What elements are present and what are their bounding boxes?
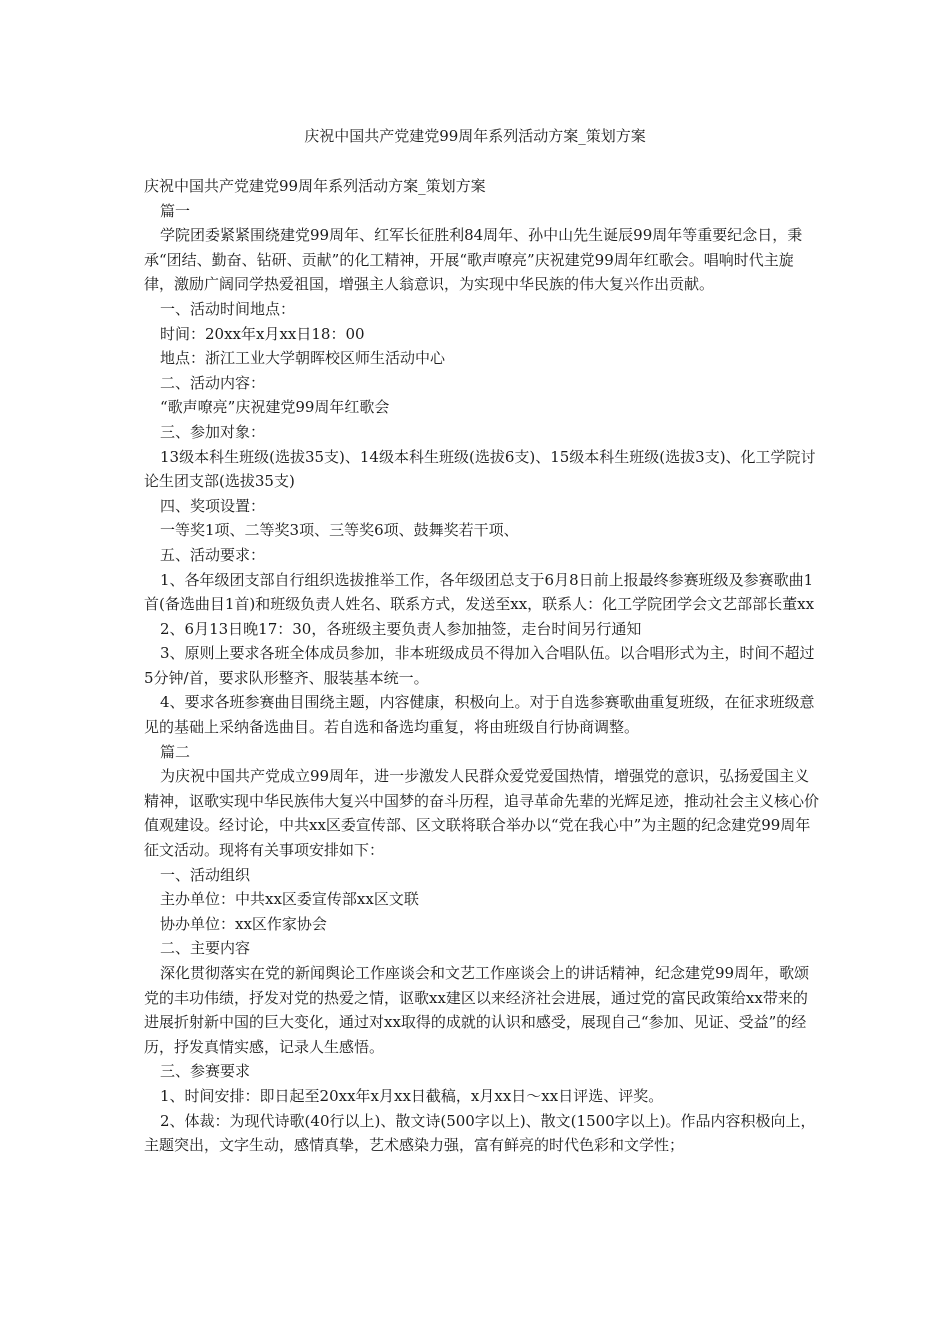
document-body xyxy=(144,174,820,1158)
document-paragraph: 13级本科生班级(选拔35支)、14级本科生班级(选拔6支)、15级本科生班级(选拔3支)、化工学院讨论生团支部(选拔35支) xyxy=(144,447,816,491)
document-paragraph: “歌声嘹亮”庆祝建党99周年红歌会 xyxy=(160,398,390,417)
document-paragraph: 1、各年级团支部自行组织选拔推举工作，各年级团总支于6月8日前上报最终参赛班级及参赛歌曲1首(备选曲目1首)和班级负责人姓名、联系方式，发送至xx，联系人：化工学院团学会文艺部部长董xx xyxy=(144,570,815,614)
document-paragraph: 深化贯彻落实在党的新闻舆论工作座谈会和文艺工作座谈会上的讲话精神，纪念建党99周年，歌颂党的丰功伟绩，抒发对党的热爱之情，讴歌xx建区以来经济社会进展，通过党的富民政策给xx带来的进展折射新中国的巨大变化，通过对xx取得的成就的认识和感受，展现自己“参加、见证、受益”的经历，抒发真情实感，记录人生感悟。 xyxy=(144,964,810,1056)
document-paragraph: 主办单位：中共xx区委宣传部xx区文联 xyxy=(160,890,419,909)
document-paragraph: 三、参加对象： xyxy=(160,422,266,441)
document-paragraph: 协办单位：xx区作家协会 xyxy=(160,914,327,933)
document-paragraph: 地点：浙江工业大学朝晖校区师生活动中心 xyxy=(160,349,446,368)
document-paragraph: 篇二 xyxy=(160,742,191,761)
document-paragraph: 时间：20xx年x月xx日18：00 xyxy=(160,324,365,343)
document-paragraph: 为庆祝中国共产党成立99周年，进一步激发人民群众爱党爱国热情，增强党的意识，弘扬爱国主义精神，讴歌实现中华民族伟大复兴中国梦的奋斗历程，追寻革命先辈的光辉足迹，推动社会主义核心价值观建设。经讨论，中共xx区委宣传部、区文联将联合举办以“党在我心中”为主题的纪念建党99周年征文活动。现将有关事项安排如下： xyxy=(144,767,820,860)
document-title: 庆祝中国共产党建党99周年系列活动方案_策划方案 xyxy=(304,127,646,145)
document-paragraph: 学院团委紧紧围绕建党99周年、红军长征胜利84周年、孙中山先生诞辰99周年等重要纪念日，秉承“团结、勤奋、钻研、贡献”的化工精神，开展“歌声嘹亮”庆祝建党99周年红歌会。唱响时代主旋律，激励广阔同学热爱祖国，增强主人翁意识，为实现中华民族的伟大复兴作出贡献。 xyxy=(144,226,803,294)
document-paragraph: 3、原则上要求各班全体成员参加，非本班级成员不得加入合唱队伍。以合唱形式为主，时间不超过5分钟/首，要求队形整齐、服装基本统一。 xyxy=(144,644,815,687)
document-paragraph: 四、奖项设置： xyxy=(160,496,266,515)
document-paragraph: 二、活动内容： xyxy=(160,373,266,392)
document-paragraph: 1、时间安排：即日起至20xx年x月xx日截稿，x月xx日～xx日评选、评奖。 xyxy=(160,1086,664,1105)
document-paragraph: 五、活动要求： xyxy=(160,545,266,564)
document-paragraph: 一、活动组织 xyxy=(160,865,251,884)
document-paragraph: 一等奖1项、二等奖3项、三等奖6项、鼓舞奖若干项、 xyxy=(160,521,519,540)
document-paragraph: 三、参赛要求 xyxy=(160,1062,251,1081)
document-paragraph: 庆祝中国共产党建党99周年系列活动方案_策划方案 xyxy=(144,177,486,195)
document-paragraph: 篇一 xyxy=(160,201,191,220)
document-paragraph: 2、6月13日晚17：30，各班级主要负责人参加抽签，走台时间另行通知 xyxy=(160,619,642,638)
document-paragraph: 2、体裁：为现代诗歌(40行以上)、散文诗(500字以上)、散文(1500字以上)。作品内容积极向上，主题突出，文字生动，感情真挚，艺术感染力强，富有鲜亮的时代色彩和文学性； xyxy=(144,1111,816,1155)
document-paragraph: 二、主要内容 xyxy=(160,939,251,958)
document-paragraph: 4、要求各班参赛曲目围绕主题，内容健康，积极向上。对于自选参赛歌曲重复班级，在征求班级意见的基础上采纳备选曲目。若自选和备选均重复，将由班级自行协商调整。 xyxy=(144,693,815,737)
document-paragraph: 一、活动时间地点： xyxy=(160,299,296,318)
